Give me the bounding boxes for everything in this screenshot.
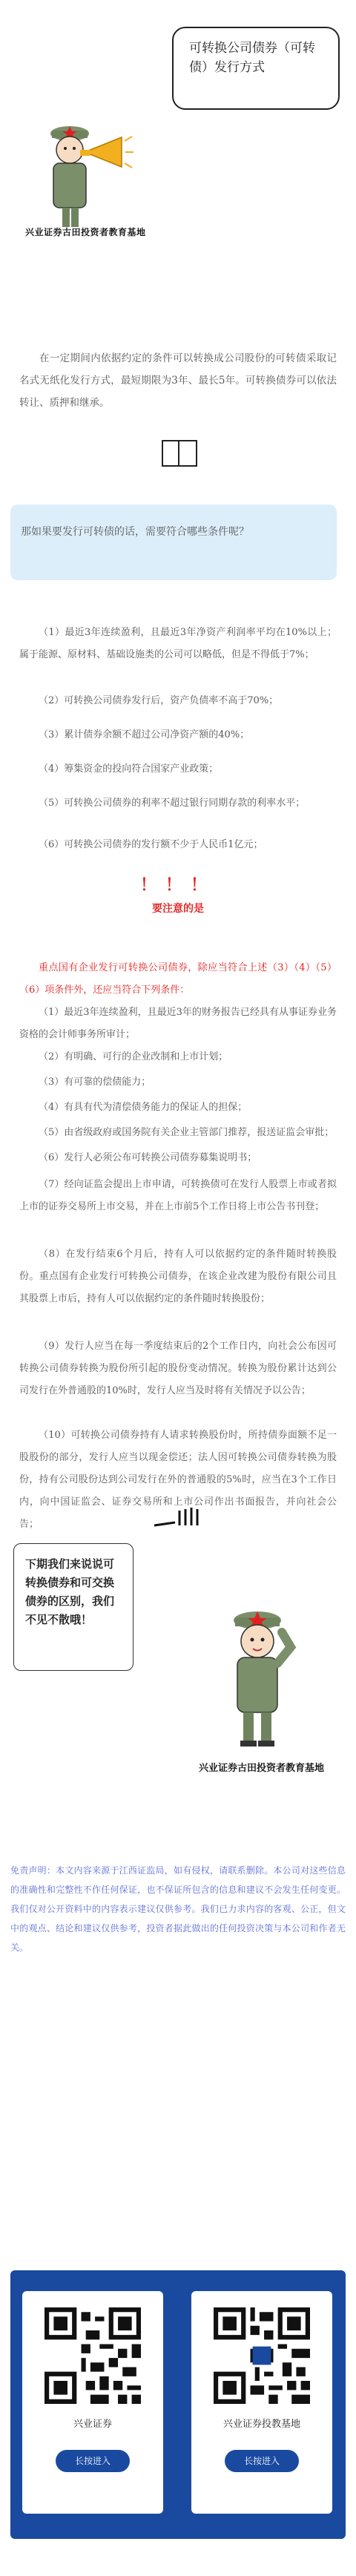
saluting-soldier-illustration bbox=[194, 1595, 320, 1751]
qr-card-edu-base bbox=[191, 2291, 332, 2514]
trumpet-soldier-illustration bbox=[18, 111, 136, 237]
book-icon bbox=[162, 440, 197, 467]
qr-code-icon[interactable] bbox=[44, 2307, 141, 2404]
condition-item: （3）累计债券余额不超过公司净资产额的40%； bbox=[39, 729, 250, 740]
condition-item: （5）可转换公司债券的利率不超过银行同期存款的利率水平； bbox=[39, 798, 306, 809]
extra-condition-item: （7）经向证监会提出上市申请，可转换债可在发行人股票上市或者拟上市的证券交易所上市交易，并在上市前5个工作日将上市公告书刊登； bbox=[19, 1179, 337, 1212]
qr-card-xingye bbox=[22, 2291, 163, 2514]
page-title: 可转换公司债券（可转债）发行方式 bbox=[189, 41, 315, 75]
extra-condition-item: （4）有具有代为清偿债务能力的保证人的担保； bbox=[39, 1102, 248, 1113]
extra-condition-item: （2）有明确、可行的企业改制和上市计划； bbox=[39, 1051, 228, 1062]
org-name: 兴业证券古田投资者教育基地 bbox=[25, 227, 146, 237]
extra-condition-item: （5）由省级政府或国务院有关企业主管部门推荐，报送证监会审批； bbox=[39, 1127, 334, 1138]
qr-card-label: 兴业证券投教基地 bbox=[222, 2419, 300, 2430]
enter-button[interactable]: 长按进入 bbox=[56, 2450, 130, 2472]
qr-code-icon[interactable] bbox=[214, 2307, 310, 2404]
question-text: 那如果要发行可转债的话，需要符合哪些条件呢？ bbox=[21, 526, 249, 538]
qr-card-label: 兴业证券 bbox=[73, 2419, 112, 2430]
extra-condition-item: （3）有可靠的偿债能力； bbox=[39, 1077, 151, 1088]
intro-paragraph: 在一定期间内依据约定的条件可以转换成公司股份的可转债采取记名式无纸化发行方式，最短期限为3年、最长5年。可转换债券可以依法转让、质押和继承。 bbox=[19, 352, 337, 409]
condition-item: （6）可转换公司债券的发行额不少于人民币1亿元； bbox=[39, 839, 263, 850]
next-issue-text: 下期我们来说说可转换债券和可交换债券的区别，我们不见不散哦！ bbox=[25, 1557, 115, 1626]
condition-item: （4）筹集资金的投向符合国家产业政策； bbox=[39, 763, 219, 775]
enter-button[interactable]: 长按进入 bbox=[225, 2450, 299, 2472]
disclaimer: 免责声明：本文内容来源于江西证监局，如有侵权，请联系删除。本公司对这些信息的准确性和完整性不作任何保证，也不保证所包含的信息和建议不会发生任何变更。我们仅对公开资料中的内容表示建议仅供参考。我们已力求内容的客观、公正，但文中的观点、结论和建议仅供参考，投资者据此做出的任何投资决策与本公司和作者无关。 bbox=[10, 1865, 346, 1953]
question-box bbox=[10, 505, 337, 580]
pen-strokes-icon bbox=[153, 1506, 205, 1528]
extra-condition-item: （8）在发行结束6个月后，持有人可以依据约定的条件随时转换股份。重点国有企业发行可转换公司债券，在该企业改建为股份有限公司且其股票上市后，持有人可以依据约定的条件随时转换股份； bbox=[19, 1249, 337, 1304]
extra-condition-item: （6）发行人必须公布可转换公司债券募集说明书； bbox=[39, 1152, 257, 1163]
attention-heading: 要注意的是 bbox=[152, 903, 204, 915]
org-name-footer: 兴业证券古田投资者教育基地 bbox=[199, 1763, 325, 1774]
extra-condition-item: （10）可转换公司债券持有人请求转换股份时，所持债券面额不足一股股份的部分，发行人应当以现金偿还；法人因可转换公司债券转换为股份，持有公司股份达到公司发行在外的普通股的5%时，应当在3个工作日内，向中国证监会、证券交易所和上市公司作出书面报告，并向社会公告； bbox=[19, 1430, 337, 1530]
exclamation-marks: ！！！ bbox=[139, 875, 216, 895]
extra-condition-item: （1）最近3年连续盈利，且最近3年的财务报告已经具有从事证券业务资格的会计师事务所审计； bbox=[19, 1007, 337, 1040]
condition-item: （2）可转换公司债券发行后，资产负债率不高于70%； bbox=[39, 695, 279, 706]
state-enterprise-intro: 重点国有企业发行可转换公司债券，除应当符合上述（3）（4）（5）（6）项条件外，还应当符合下列条件： bbox=[19, 962, 337, 996]
extra-condition-item: （9）发行人应当在每一季度结束后的2个工作日内，向社会公布因可转换公司债券转换为股份所引起的股份变动情况。转换为股份累计达到公司发行在外普通股的10%时，发行人应当及时将有关情况予以公告； bbox=[19, 1341, 337, 1396]
condition-item: （1）最近3年连续盈利，且最近3年净资产利润率平均在10%以上；属于能源、原材料、基础设施类的公司可以略低，但是不得低于7%； bbox=[19, 627, 337, 660]
